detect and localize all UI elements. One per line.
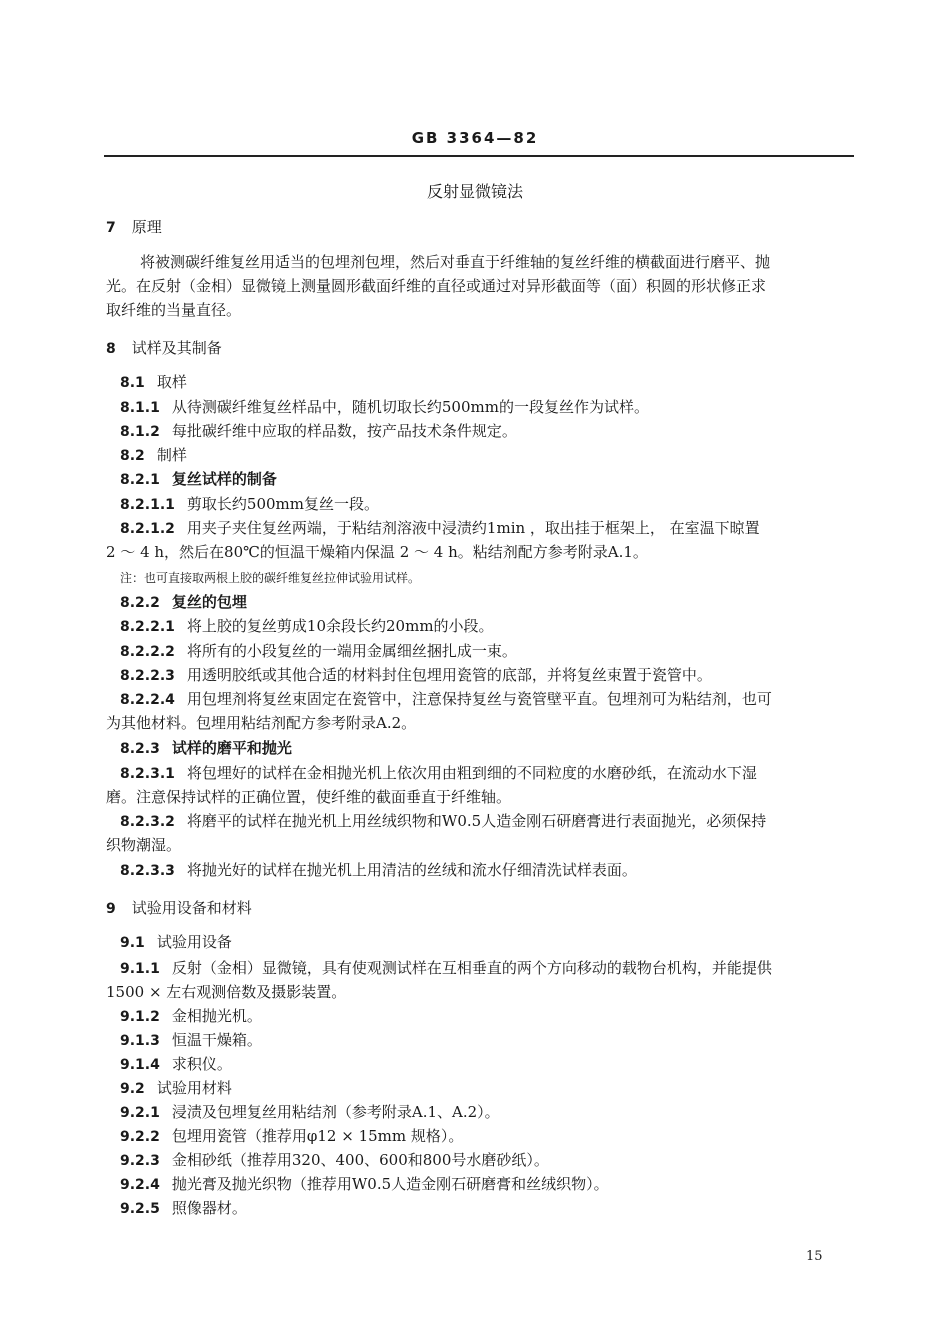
- clause-continuation: 磨。注意保持试样的正确位置，使纤维的截面垂直于纤维轴。: [106, 788, 512, 806]
- clause-text: 包埋用瓷管（推荐用φ12 × 15mm 规格）。: [171, 1127, 464, 1145]
- clause-text: 抛光膏及抛光织物（推荐用W0.5人造金刚石研磨膏和丝绒织物）。: [171, 1175, 609, 1193]
- clause-number: 9.2.2: [120, 1129, 160, 1145]
- clause-number: 8.2.2.2: [120, 644, 175, 660]
- clause-title: 制样: [156, 446, 187, 464]
- paragraph-line: 光。在反射（金相）显微镜上测量圆形截面纤维的直径或通过对异形截面等（面）积圆的形状修正求: [106, 277, 767, 295]
- clause: [120, 1053, 232, 1076]
- section-number: 7: [106, 220, 116, 236]
- clause: [120, 1125, 463, 1148]
- page-number: 15: [806, 1249, 823, 1264]
- section-number: 8: [106, 341, 116, 357]
- clause-text: 将上胶的复丝剪成10余段长约20mm的小段。: [186, 617, 494, 635]
- section-8-heading: [106, 337, 222, 360]
- clause-number: 9.2.1: [120, 1105, 160, 1121]
- clause-text: 金相砂纸（推荐用320、400、600和800号水磨砂纸）。: [171, 1151, 549, 1169]
- clause-number: 9.2.3: [120, 1153, 160, 1169]
- clause-text: 浸渍及包埋复丝用粘结剂（参考附录A.1、A.2）。: [171, 1103, 500, 1121]
- clause: [120, 640, 517, 663]
- clause-number: 8.2.3.2: [120, 814, 175, 830]
- clause: [120, 957, 772, 980]
- clause-text: 每批碳纤维中应取的样品数，按产品技术条件规定。: [171, 422, 517, 440]
- clause-continuation: 织物潮湿。: [106, 836, 182, 854]
- standard-code-header: GB 3364—82: [411, 129, 539, 147]
- clause-number: 8.2.3.1: [120, 766, 175, 782]
- method-title: 反射显微镜法: [426, 182, 523, 201]
- section-number: 9: [106, 901, 116, 917]
- clause-text: 用包埋剂将复丝束固定在瓷管中，注意保持复丝与瓷管壁平直。包埋剂可为粘结剂，也可: [186, 690, 772, 708]
- clause-number: 8.2.2.4: [120, 692, 175, 708]
- subsection-heading: [120, 444, 187, 467]
- subsection-heading: [120, 591, 247, 614]
- clause-number: 9.2.5: [120, 1201, 160, 1217]
- clause: [120, 664, 712, 687]
- clause-number: 9.2.4: [120, 1177, 160, 1193]
- clause-number: 8.1: [120, 375, 145, 391]
- clause-number: 9.1.4: [120, 1057, 160, 1073]
- clause: [120, 762, 757, 785]
- subsection-heading: [120, 371, 187, 394]
- section-title: 试验用设备和材料: [131, 899, 252, 917]
- clause: [120, 1173, 609, 1196]
- clause-text: 将磨平的试样在抛光机上用丝绒织物和W0.5人造金刚石研磨膏进行表面抛光，必须保持: [186, 812, 767, 830]
- clause-text: 将抛光好的试样在抛光机上用清洁的丝绒和流水仔细清洗试样表面。: [186, 861, 637, 879]
- clause-number: 8.2.1.1: [120, 497, 175, 513]
- clause-text: 将包埋好的试样在金相抛光机上依次用由粗到细的不同粒度的水磨砂纸，在流动水下湿: [186, 764, 757, 782]
- section-7-heading: [106, 216, 162, 239]
- clause-number: 9.1.1: [120, 961, 160, 977]
- paragraph-line: 将被测碳纤维复丝用适当的包埋剂包埋，然后对垂直于纤维轴的复丝纤维的横截面进行磨平、抛: [140, 253, 771, 271]
- clause-title: 试验用设备: [156, 933, 232, 951]
- clause-number: 8.2.2.1: [120, 619, 175, 635]
- note: 注：也可直接取两根上胶的碳纤维复丝拉伸试验用试样。: [120, 571, 421, 585]
- clause: [120, 1197, 247, 1220]
- clause-text: 金相抛光机。: [171, 1007, 262, 1025]
- clause-number: 8.2.1.2: [120, 521, 175, 537]
- clause: [120, 1029, 262, 1052]
- clause-number: 9.1.2: [120, 1009, 160, 1025]
- clause: [120, 1101, 500, 1124]
- clause-text: 恒温干燥箱。: [171, 1031, 262, 1049]
- clause: [120, 615, 494, 638]
- clause-number: 8.2.2: [120, 595, 160, 611]
- clause-number: 8.2.1: [120, 472, 160, 488]
- clause-number: 9.1: [120, 935, 145, 951]
- clause: [120, 517, 760, 540]
- clause-text: 将所有的小段复丝的一端用金属细丝捆扎成一束。: [186, 642, 517, 660]
- clause: [120, 810, 766, 833]
- clause-continuation: 2 ～ 4 h，然后在80℃的恒温干燥箱内保温 2 ～ 4 h。粘结剂配方参考附录A.1。: [106, 543, 648, 561]
- subsection-heading: [120, 1077, 232, 1100]
- clause: [120, 396, 649, 419]
- clause-title: 取样: [156, 373, 187, 391]
- header-rule: [104, 155, 854, 157]
- paragraph-line: 取纤维的当量直径。: [106, 301, 242, 319]
- clause: [120, 859, 637, 882]
- subsection-heading: [120, 737, 292, 760]
- clause: [120, 688, 772, 711]
- subsection-heading: [120, 468, 277, 491]
- clause: [120, 420, 517, 443]
- clause-number: 8.2.3.3: [120, 863, 175, 879]
- clause-text: 从待测碳纤维复丝样品中，随机切取长约500mm的一段复丝作为试样。: [171, 398, 649, 416]
- clause-title: 复丝试样的制备: [171, 470, 277, 488]
- section-9-heading: [106, 897, 252, 920]
- clause-text: 求积仪。: [171, 1055, 232, 1073]
- clause-continuation: 为其他材料。包埋用粘结剂配方参考附录A.2。: [106, 714, 417, 732]
- clause-text: 用透明胶纸或其他合适的材料封住包埋用瓷管的底部，并将复丝束置于瓷管中。: [186, 666, 712, 684]
- clause-number: 9.2: [120, 1081, 145, 1097]
- clause-number: 8.2.2.3: [120, 668, 175, 684]
- clause-text: 反射（金相）显微镜，具有使观测试样在互相垂直的两个方向移动的载物台机构，并能提供: [171, 959, 772, 977]
- clause-number: 8.1.2: [120, 424, 160, 440]
- clause: [120, 493, 379, 516]
- clause: [120, 1149, 549, 1172]
- section-title: 原理: [131, 218, 162, 236]
- clause-title: 试验用材料: [156, 1079, 232, 1097]
- clause-title: 试样的磨平和抛光: [171, 739, 292, 757]
- clause-number: 8.1.1: [120, 400, 160, 416]
- clause-number: 8.2: [120, 448, 145, 464]
- clause-text: 剪取长约500mm复丝一段。: [186, 495, 380, 513]
- clause-number: 8.2.3: [120, 741, 160, 757]
- clause-text: 照像器材。: [171, 1199, 247, 1217]
- clause-continuation: 1500 × 左右观测倍数及摄影装置。: [106, 983, 347, 1001]
- subsection-heading: [120, 931, 232, 954]
- section-title: 试样及其制备: [131, 339, 222, 357]
- clause: [120, 1005, 262, 1028]
- clause-title: 复丝的包埋: [171, 593, 247, 611]
- clause-text: 用夹子夹住复丝两端，于粘结剂溶液中浸渍约1min ，取出挂于框架上， 在室温下晾置: [186, 519, 760, 537]
- clause-number: 9.1.3: [120, 1033, 160, 1049]
